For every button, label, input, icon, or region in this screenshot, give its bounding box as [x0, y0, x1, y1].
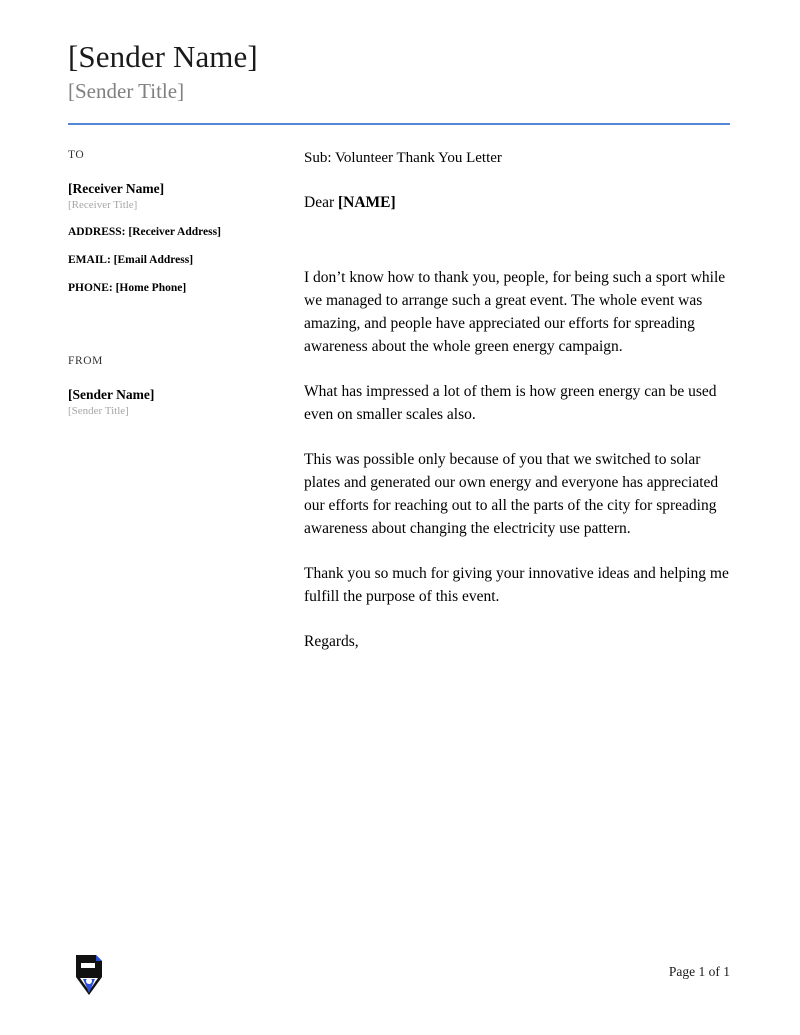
receiver-phone-line: PHONE: [Home Phone]	[68, 282, 187, 294]
from-sender-title: [Sender Title]	[68, 405, 129, 417]
salutation-prefix: Dear	[304, 194, 338, 211]
from-block	[68, 354, 278, 418]
letterhead	[68, 38, 732, 105]
receiver-name: [Receiver Name]	[68, 181, 165, 196]
salutation-name: [NAME]	[338, 194, 396, 211]
subject-line: Sub: Volunteer Thank You Letter	[304, 150, 502, 166]
body-paragraph: What has impressed a lot of them is how green energy can be used even on smaller scales also.	[304, 383, 717, 423]
body-paragraph: Thank you so much for giving your innovative ideas and helping me fulfill the purpose of this event.	[304, 565, 729, 605]
receiver-email-line: EMAIL: [Email Address]	[68, 254, 194, 266]
pen-nib-icon	[72, 953, 106, 997]
header-divider-rule	[68, 123, 730, 125]
to-label: TO	[68, 149, 85, 161]
page-footer	[0, 945, 800, 1035]
from-sender-name: [Sender Name]	[68, 387, 155, 402]
receiver-title: [Receiver Title]	[68, 199, 138, 211]
letterhead-sender-name: [Sender Name]	[68, 39, 258, 74]
letter-content-column	[304, 148, 732, 653]
body-paragraph: I don’t know how to thank you, people, for being such a sport while we managed to arrange such a great event. The whole event was amazing, and people have appreciated our efforts for spreading awareness about the whole green energy campaign.	[304, 269, 726, 355]
receiver-address-line: ADDRESS: [Receiver Address]	[68, 226, 221, 238]
page-number: Page 1 of 1	[668, 964, 730, 979]
salutation	[304, 192, 732, 213]
letterhead-sender-title: [Sender Title]	[68, 79, 185, 103]
to-block	[68, 148, 278, 296]
address-column	[68, 148, 278, 418]
body-paragraph: This was possible only because of you that we switched to solar plates and generated our own energy and everyone has appreciated our efforts for reaching out to all the parts of the city for spreading awareness about changing the electricity use pattern.	[304, 451, 719, 537]
from-label: FROM	[68, 355, 103, 367]
closing-line: Regards,	[304, 633, 359, 650]
